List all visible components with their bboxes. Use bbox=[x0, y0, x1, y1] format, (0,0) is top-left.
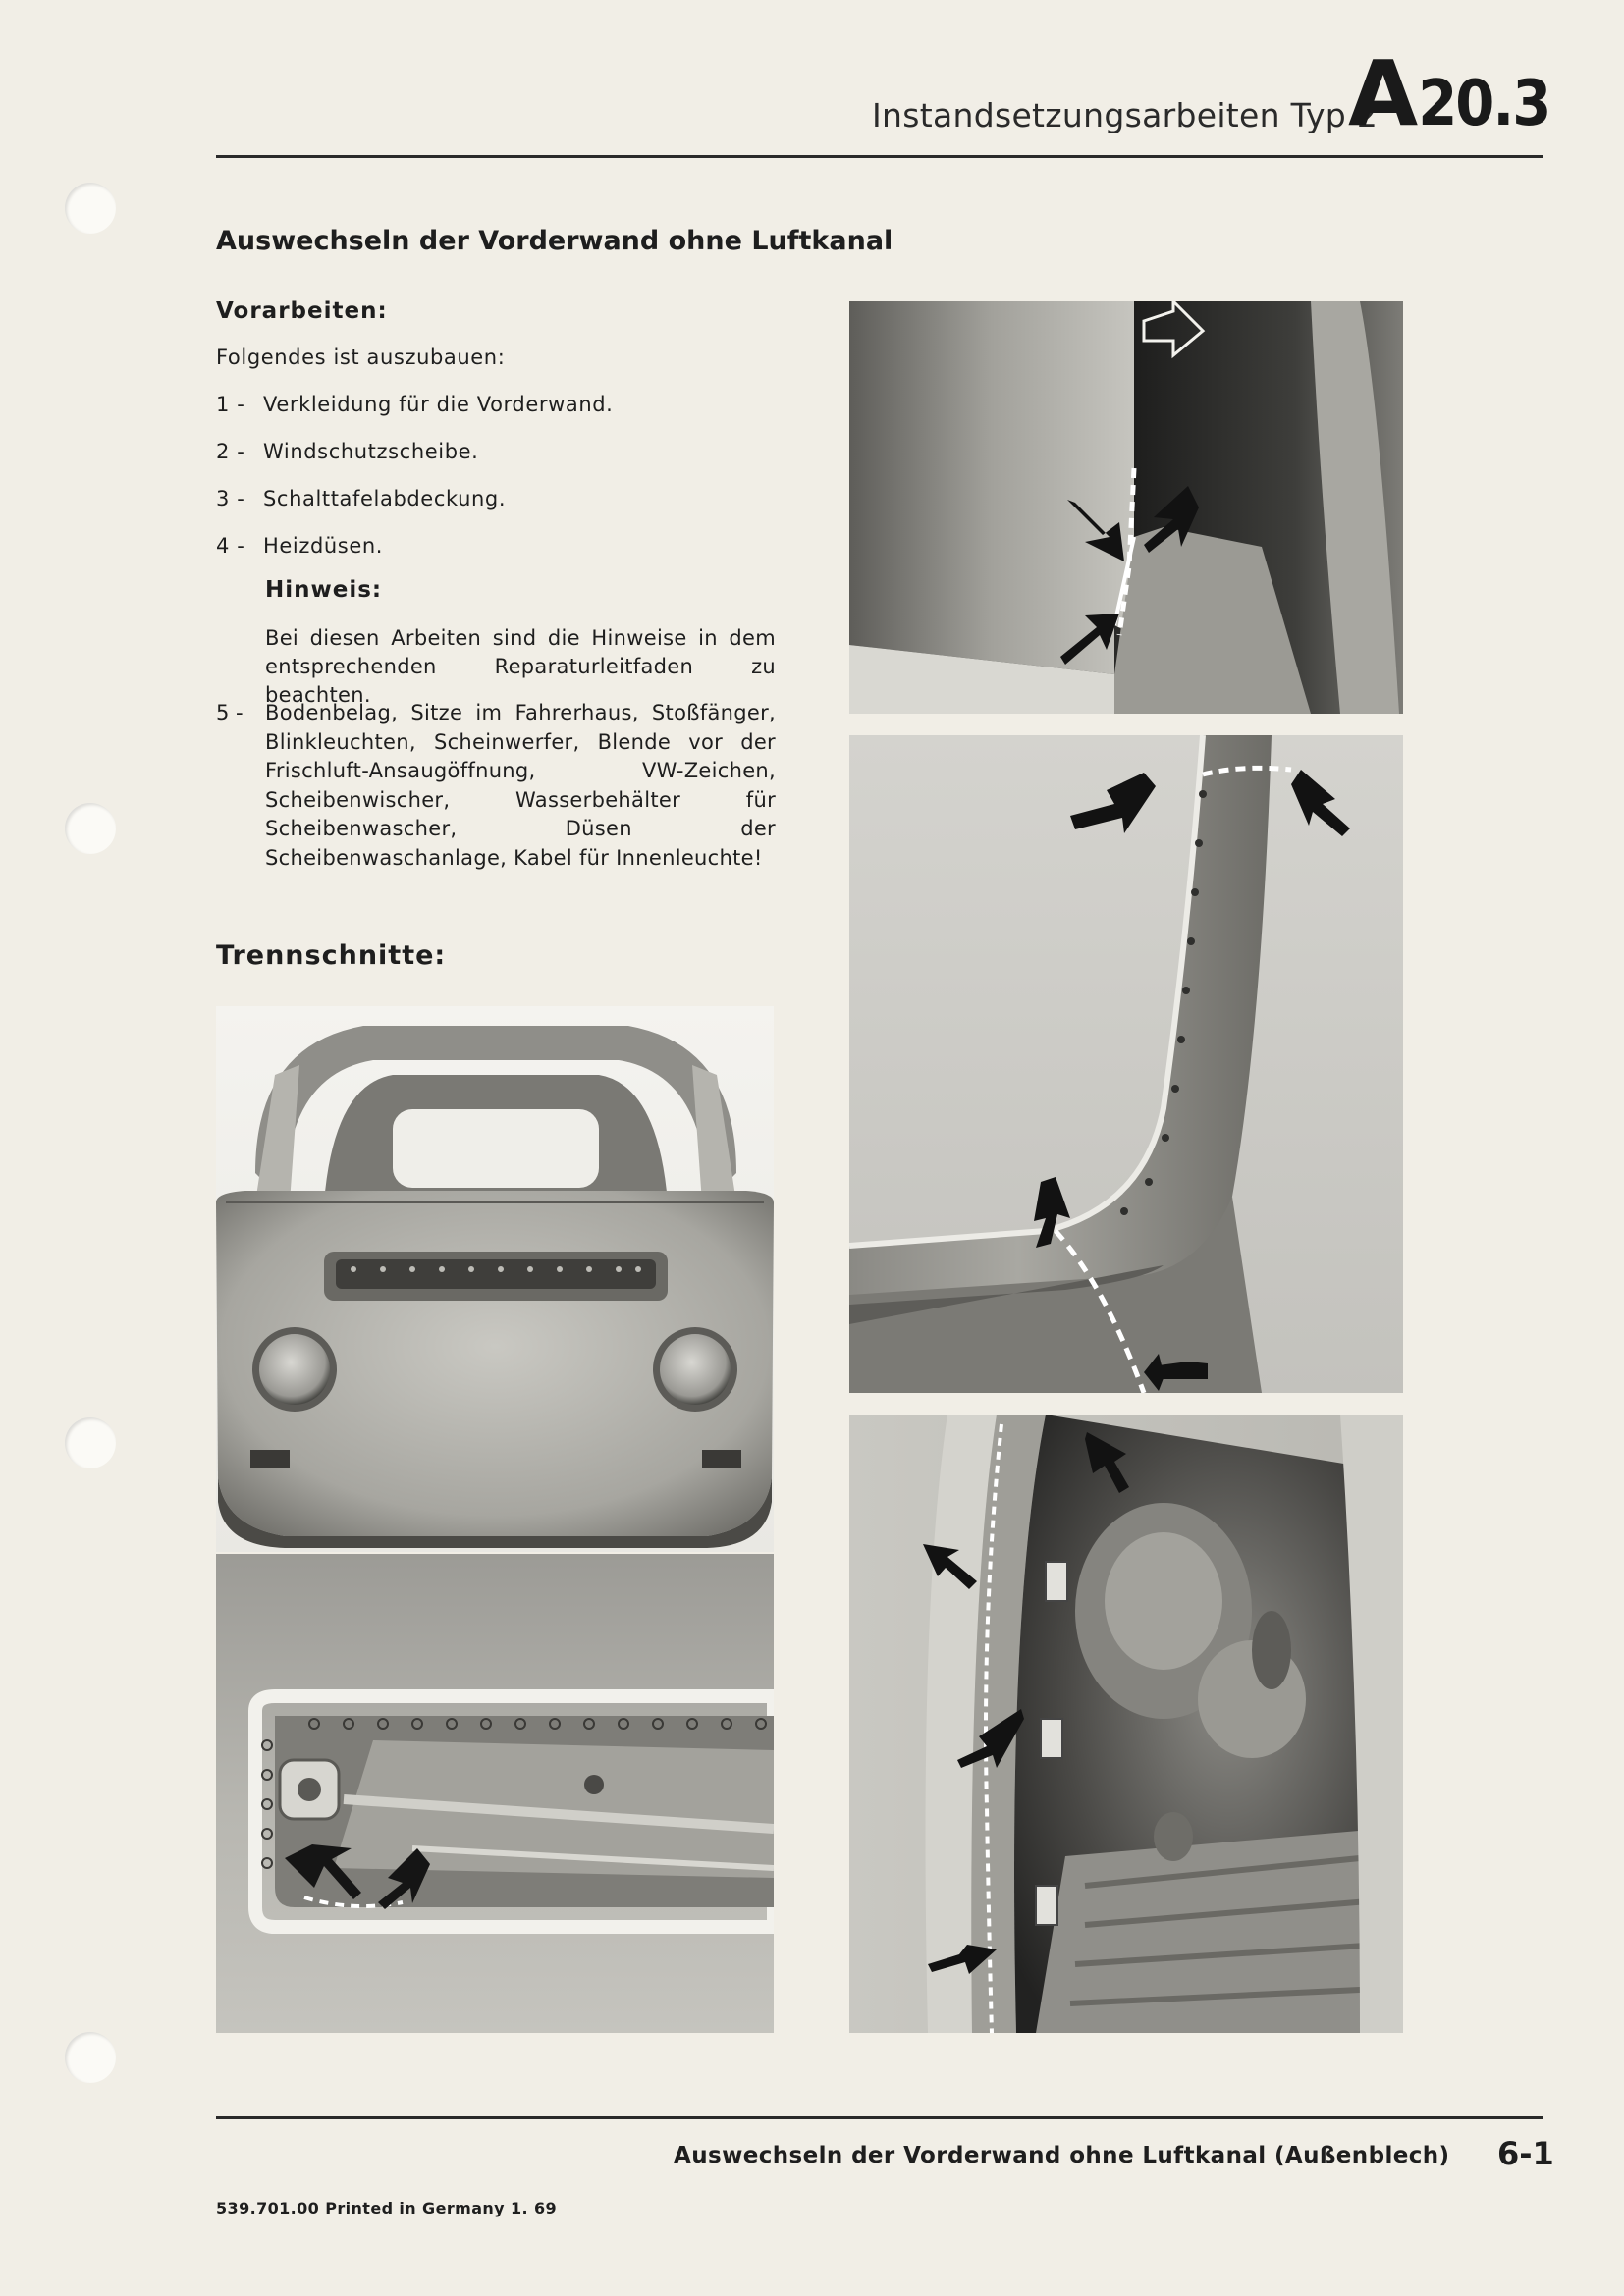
list-item: 4 - Heizdüsen. bbox=[216, 534, 384, 558]
punch-hole bbox=[65, 2032, 116, 2083]
photo-right-top bbox=[849, 301, 1403, 714]
list-item: 1 - Verkleidung für die Vorderwand. bbox=[216, 393, 614, 416]
trennschnitte-heading: Trennschnitte: bbox=[216, 940, 447, 971]
photo-front-view bbox=[216, 1006, 774, 1552]
header-section: Instandsetzungsarbeiten Typ 2 bbox=[872, 96, 1379, 134]
print-info: 539.701.00 Printed in Germany 1. 69 bbox=[216, 2199, 558, 2217]
list-item: 3 - Schalttafelabdeckung. bbox=[216, 487, 507, 510]
header-code-letter: A bbox=[1348, 41, 1419, 146]
page-number: 6-1 bbox=[1497, 2135, 1554, 2172]
header-rule bbox=[216, 155, 1543, 158]
hinweis-heading: Hinweis: bbox=[265, 577, 383, 603]
punch-hole bbox=[65, 803, 116, 854]
header-code-number: 20.3 bbox=[1418, 68, 1550, 140]
page-title: Auswechseln der Vorderwand ohne Luftkanal bbox=[216, 226, 893, 256]
vorarbeiten-heading: Vorarbeiten: bbox=[216, 298, 388, 324]
photo-right-bottom bbox=[849, 1415, 1403, 2033]
hinweis-text: Bei diesen Arbeiten sind die Hinweise in dem entsprechenden Reparaturleitfaden zu beachten. bbox=[265, 626, 776, 707]
vorarbeiten-intro: Folgendes ist auszubauen: bbox=[216, 346, 506, 369]
punch-hole bbox=[65, 183, 116, 234]
photo-right-middle bbox=[849, 735, 1403, 1393]
punch-hole bbox=[65, 1417, 116, 1468]
footer-rule bbox=[216, 2116, 1543, 2119]
photo-lower-detail bbox=[216, 1554, 774, 2033]
list-item: 2 - Windschutzscheibe. bbox=[216, 440, 479, 463]
footer-title: Auswechseln der Vorderwand ohne Luftkanal (Außenblech) bbox=[674, 2143, 1450, 2168]
header-code bbox=[1348, 41, 1549, 146]
